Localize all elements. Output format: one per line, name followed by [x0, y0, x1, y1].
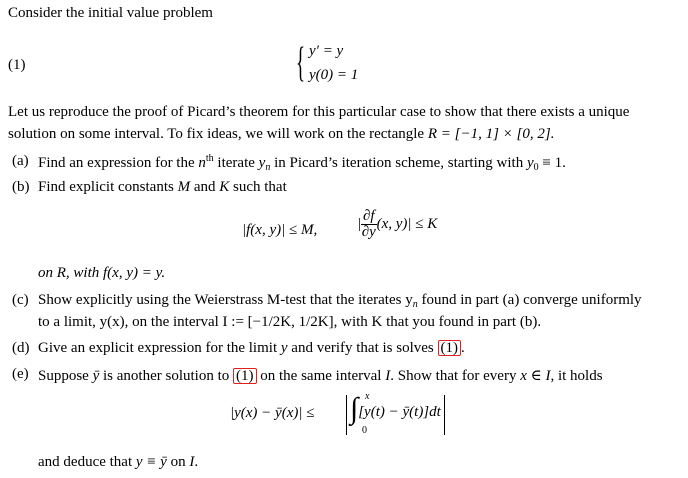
integrand: [y(t) − ȳ(t)]dt — [358, 404, 441, 420]
partial-num: ∂f — [363, 208, 375, 224]
paragraph-text: solution on some interval. To fix ideas, we will work on the rectangle — [8, 126, 428, 142]
item-e-part5: , it holds — [550, 368, 603, 384]
deduce-part1: and deduce that — [38, 454, 136, 470]
item-c-line2: to a limit, y(x), on the interval I := [−1/2K, 1/2K], with K that you found in part (b). — [38, 314, 542, 330]
bound-f: |f(x, y)| ≤ M, — [242, 222, 318, 238]
item-b-label: (b) — [12, 179, 30, 195]
y0-var: y — [526, 155, 534, 171]
integral-expression — [343, 392, 448, 435]
item-a-part4: ≡ 1. — [538, 155, 566, 171]
n-var: n — [198, 155, 206, 171]
item-a-part2: iterate — [213, 155, 259, 171]
deduce-part3: . — [194, 454, 199, 470]
on-r-text: on R, with f(x, y) = y. — [38, 265, 166, 281]
item-e-text — [38, 366, 603, 385]
item-c-label: (c) — [12, 292, 29, 308]
th-superscript: th — [205, 153, 214, 164]
integral-upper: x — [365, 391, 370, 402]
y-var: y — [280, 340, 288, 356]
item-b-part1: Find explicit constants — [38, 179, 178, 195]
item-b-part3: such that — [229, 179, 287, 195]
abs-bar: | — [358, 215, 362, 232]
integral-sign: ∫ — [350, 392, 359, 425]
equation-ref-link[interactable]: (1) — [438, 340, 462, 356]
y0-subscript: 0 — [533, 162, 539, 173]
item-d-part2: and verify that is solves — [287, 340, 438, 356]
yn-subscript: n — [265, 162, 271, 173]
ybar-var: ȳ — [92, 368, 100, 384]
item-c-part1: Show explicitly using the Weierstrass M-test that the iterates y — [38, 292, 413, 308]
item-c-part2: found in part (a) converge uniformly — [417, 292, 642, 308]
item-e-part1: Suppose — [38, 368, 93, 384]
rectangle-math: R = [−1, 1] × [0, 2]. — [427, 126, 555, 142]
paragraph-line-1: Let us reproduce the proof of Picard’s theorem for this particular case to show that there exists a unique — [8, 104, 630, 120]
partial-den: ∂y — [361, 224, 376, 240]
paragraph-line-2 — [8, 126, 554, 143]
item-a-label: (a) — [12, 153, 29, 169]
item-e-part3: on the same interval — [256, 368, 386, 384]
deduce-math: y ≡ ȳ — [135, 454, 167, 470]
m-var: M — [177, 179, 191, 195]
item-e-part4: . Show that for every — [390, 368, 521, 384]
abs-left-bar — [346, 395, 347, 435]
item-e-label: (e) — [12, 366, 29, 382]
item-a-text — [38, 153, 566, 173]
item-d-part1: Give an explicit expression for the limit — [38, 340, 281, 356]
initial-condition: y(0) = 1 — [309, 67, 359, 83]
partial-fraction — [361, 209, 377, 240]
k-var: K — [219, 179, 230, 195]
deduce-i: I — [189, 454, 195, 470]
yn-var: y — [258, 155, 266, 171]
deduce-text — [38, 454, 198, 471]
i-var: I — [385, 368, 391, 384]
integral-lower: 0 — [362, 425, 367, 436]
item-d-text — [38, 340, 465, 357]
left-brace: { — [296, 40, 306, 86]
ineq-left: |y(x) − ȳ(x)| ≤ — [230, 405, 315, 421]
item-d-part3: . — [461, 340, 465, 356]
item-c-line1 — [38, 292, 642, 310]
x-in-i: x ∈ I — [520, 368, 551, 384]
bound-k: (x, y)| ≤ K — [376, 215, 438, 232]
bound-partial — [358, 209, 437, 240]
item-e-part2: is another solution to — [99, 368, 234, 384]
item-a-part3: in Picard’s iteration scheme, starting with — [270, 155, 527, 171]
item-d-label: (d) — [12, 340, 30, 356]
deduce-part2: on — [166, 454, 190, 470]
item-b-part2: and — [190, 179, 220, 195]
ode-equation: y′ = y — [309, 43, 344, 59]
item-b-text — [38, 179, 287, 196]
equation-ref-link[interactable]: (1) — [233, 368, 257, 384]
item-a-part1: Find an expression for the — [38, 155, 199, 171]
c-subscript: n — [412, 299, 418, 310]
abs-right-bar — [444, 395, 445, 435]
intro-text: Consider the initial value problem — [8, 5, 213, 21]
equation-label: (1) — [8, 57, 26, 73]
